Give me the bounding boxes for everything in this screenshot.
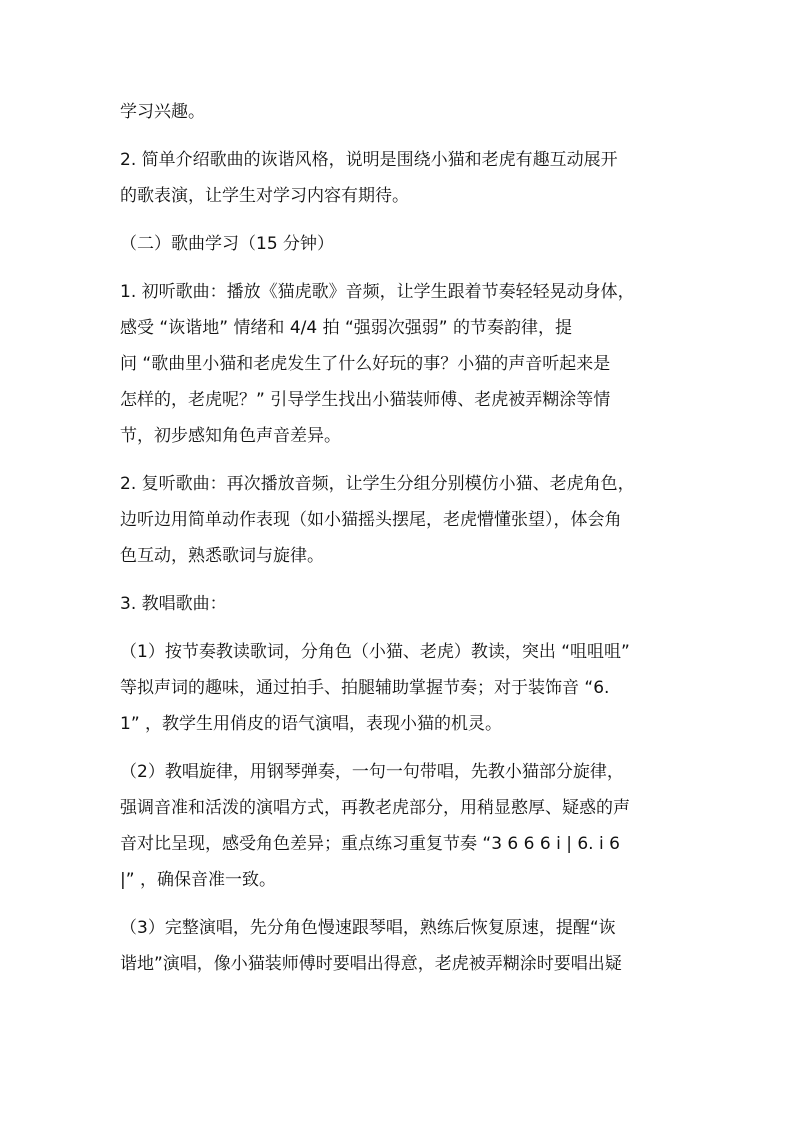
text-line: 的歌表演，让学生对学习内容有期待。: [120, 186, 409, 206]
text-line: （3）完整演唱，先分角色慢速跟琴唱，熟练后恢复原速，提醒“诙: [120, 918, 616, 938]
text-line: 感受 “诙谐地” 情绪和 4/4 拍 “强弱次强弱” 的节奏韵律，提: [120, 318, 573, 338]
text-line: 1. 初听歌曲：播放《猫虎歌》音频，让学生跟着节奏轻轻晃动身体，: [120, 282, 635, 302]
text-line: （二）歌曲学习（15 分钟）: [120, 234, 335, 254]
text-line: 3. 教唱歌曲：: [120, 594, 227, 614]
paragraph: [120, 466, 680, 574]
text-line: 色互动，熟悉歌词与旋律。: [120, 546, 324, 566]
text-line: 边听边用简单动作表现（如小猫摇头摆尾，老虎懵懂张望），体会角: [120, 510, 622, 530]
text-line: 2. 简单介绍歌曲的诙谐风格，说明是围绕小猫和老虎有趣互动展开: [120, 150, 618, 170]
paragraph: [120, 586, 680, 622]
text-line: （1）按节奏教读歌词，分角色（小猫、老虎）教读，突出 “咀咀咀”: [120, 642, 630, 662]
document-body: [120, 94, 680, 994]
text-line: 怎样的，老虎呢？” 引导学生找出小猫装师傅、老虎被弄糊涂等情: [120, 390, 611, 410]
paragraph: [120, 754, 680, 898]
text-line: 问 “歌曲里小猫和老虎发生了什么好玩的事？小猫的声音听起来是: [120, 354, 611, 374]
section-heading: [120, 226, 680, 262]
text-line: 1” ，教学生用俏皮的语气演唱，表现小猫的机灵。: [120, 714, 503, 734]
text-line: 谐地”演唱，像小猫装师傅时要唱出得意，老虎被弄糊涂时要唱出疑: [120, 954, 622, 974]
paragraph: [120, 910, 680, 982]
text-line: 等拟声词的趣味，通过拍手、拍腿辅助掌握节奏；对于装饰音 “6.: [120, 678, 610, 698]
paragraph: [120, 142, 680, 214]
text-line: 音对比呈现，感受角色差异；重点练习重复节奏 “3 6 6 6 i | 6. i 6: [120, 834, 620, 854]
text-line: 强调音准和活泼的演唱方式，再教老虎部分，用稍显憨厚、疑惑的声: [120, 798, 630, 818]
text-line: 2. 复听歌曲：再次播放音频，让学生分组分别模仿小猫、老虎角色，: [120, 474, 635, 494]
text-line: （2）教唱旋律，用钢琴弹奏，一句一句带唱，先教小猫部分旋律，: [120, 762, 624, 782]
text-line: |” ，确保音准一致。: [120, 870, 276, 890]
text-line: 学习兴趣。: [120, 102, 205, 122]
paragraph: [120, 274, 680, 454]
paragraph: [120, 94, 680, 130]
text-line: 节，初步感知角色声音差异。: [120, 426, 341, 446]
paragraph: [120, 634, 680, 742]
